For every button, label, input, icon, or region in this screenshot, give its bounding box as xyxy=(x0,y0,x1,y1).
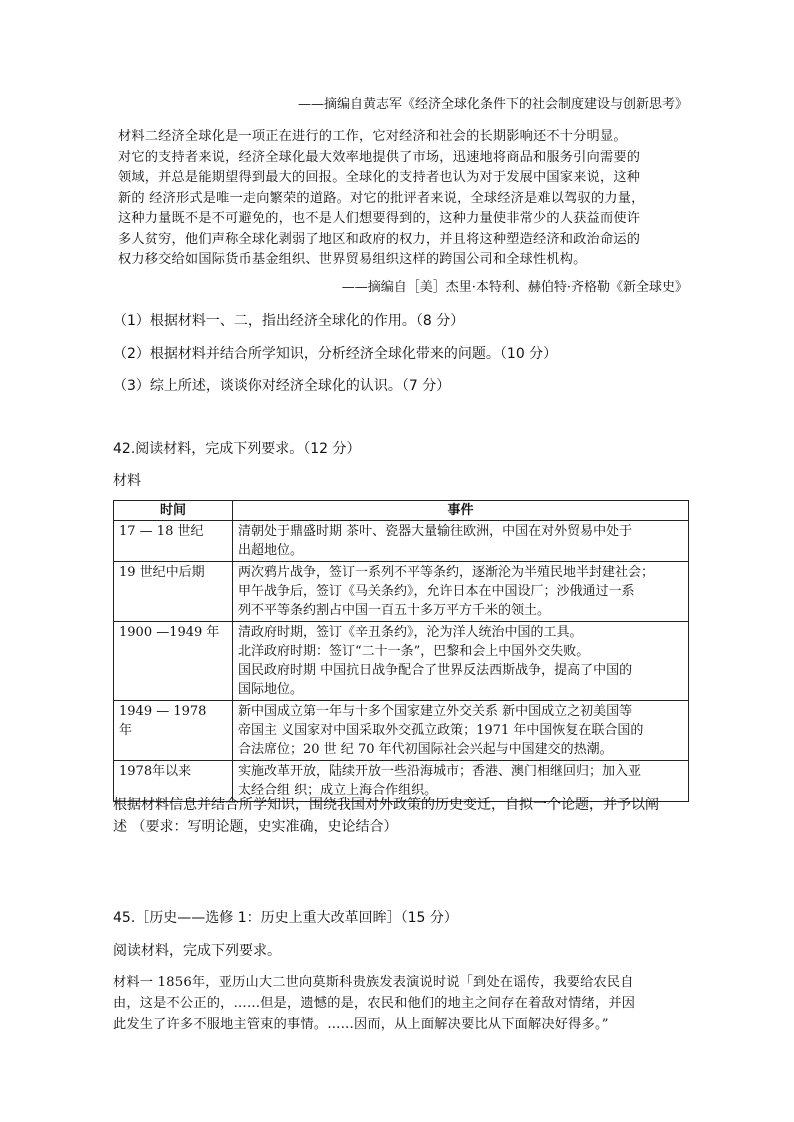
table-header-event: 事件 xyxy=(233,501,689,521)
table-row xyxy=(114,562,689,622)
table-cell-event xyxy=(233,622,689,701)
cell-text: 出超地位。 xyxy=(238,543,304,558)
cell-text: 北洋政府时期：签订“二十一条”，巴黎和会上中国外交失败。 xyxy=(238,644,590,659)
text-line: 材料一 1856年，亚历山大二世向莫斯科贵族发表演说时说「到处在谣传，我要给农民自 xyxy=(113,975,634,990)
text-line: 新的 经济形式是唯一走向繁荣的道路。对它的批评者来说，全球经济是难以驾驭的力量， xyxy=(118,190,645,206)
text-line: 材料二经济全球化是一项正在进行的工作，它对经济和社会的长期影响还不十分明显。 xyxy=(118,129,627,144)
text-line: 多人贫穷，他们声称全球化剥弱了地区和政府的权力，并且将这种塑造经济和政治命运的 xyxy=(118,231,641,247)
table-cell-time xyxy=(114,622,233,701)
cell-text: 太经合组 织；成立上海合作组织。 xyxy=(238,783,438,798)
table-cell-time xyxy=(114,521,233,562)
cell-text: 19 世纪中后期 xyxy=(119,565,205,580)
text-line: 领域，并总是能期望得到最大的回报。全球化的支持者也认为对于发展中国家来说，这种 xyxy=(118,170,641,185)
question-41-2: （2）根据材料并结合所学知识，分析经济全球化带来的问题。（10 分） xyxy=(113,346,558,362)
cell-text: 实施改革开放，陆续开放一些沿海城市；香港、澳门相继回归；加入亚 xyxy=(238,764,642,779)
text-line: 述 （要求：写明论题，史实准确，史论结合） xyxy=(113,819,398,835)
text-line: 这种力量既不是不可避免的，也不是人们想要得到的，这种力量使非常少的人获益而使许 xyxy=(118,211,641,226)
table-row xyxy=(114,622,689,701)
question-42-task xyxy=(113,794,693,838)
text-line: 根据材料信息并结合所学知识，围绕我国对外政策的历史变迁，自拟一个论题，并予以阐 xyxy=(113,797,659,813)
text-line: 由，这是不公正的，……但是，遗憾的是，农民和他们的地主之间存在着敌对情绪，并因 xyxy=(113,996,636,1011)
question-45-title: 45.［历史——选修 1：历史上重大改革回眸］（15 分） xyxy=(113,910,458,926)
cell-text: 17 — 18 世纪 xyxy=(119,524,204,539)
cell-text: 两次鸦片战争，签订一系列不平等条约，逐渐沦为半殖民地半封建社会； xyxy=(238,565,655,580)
cell-text: 清朝处于鼎盛时期 茶叶、瓷器大量输往欧洲，中国在对外贸易中处于 xyxy=(238,524,633,539)
cell-text: 清政府时期，签订《辛丑条约》，沦为洋人统治中国的工具。 xyxy=(238,625,583,640)
citation-material1: ——摘编自黄志军《经济全球化条件下的社会制度建设与创新思考》 xyxy=(297,97,688,112)
material2-paragraph xyxy=(118,127,688,271)
material1-paragraph xyxy=(113,972,693,1035)
table-header-row xyxy=(114,501,689,521)
events-table xyxy=(113,500,689,802)
cell-text: 年 xyxy=(119,723,133,738)
table-row xyxy=(114,701,689,761)
cell-text: 国际地位。 xyxy=(238,682,304,697)
text-line: 权力移交给如国际货币基金组织、世界贸易组织这样的跨国公司和全球性机构。 xyxy=(118,252,587,267)
question-42-material-label: 材料 xyxy=(113,473,141,489)
table-cell-time xyxy=(114,562,233,622)
question-45-instruction: 阅读材料，完成下列要求。 xyxy=(113,943,281,959)
table-cell-time xyxy=(114,701,233,761)
citation-material2: ——摘编自［美］杰里·本特利、赫伯特·齐格勒《新全球史》 xyxy=(341,280,688,295)
table-cell-event xyxy=(233,562,689,622)
table-header-time: 时间 xyxy=(114,501,233,521)
table-row xyxy=(114,521,689,562)
text-line: 此发生了许多不服地主管束的事情。……因而，从上面解决要比从下面解决好得多。” xyxy=(113,1017,609,1032)
question-42-title: 42.阅读材料，完成下列要求。（12 分） xyxy=(113,441,361,457)
table-cell-event xyxy=(233,521,689,562)
cell-text: 列不平等条约割占中国一百五十多万平方千米的领土。 xyxy=(238,603,551,618)
cell-text: 1900 —1949 年 xyxy=(119,625,220,640)
cell-text: 帝国主 义国家对中国采取外交孤立政策；1971 年中国恢复在联合国的 xyxy=(238,723,644,738)
cell-text: 合法席位；20 世 纪 70 年代初国际社会兴起与中国建交的热潮。 xyxy=(238,742,613,757)
cell-text: 国民政府时期 中国抗日战争配合了世界反法西斯战争，提高了中国的 xyxy=(238,663,633,678)
table-cell-event xyxy=(233,701,689,761)
question-41-1: （1）根据材料一、二，指出经济全球化的作用。（8 分） xyxy=(113,313,465,329)
text-line: 对它的支持者来说，经济全球化最大效率地提供了市场，迅速地将商品和服务引向需要的 xyxy=(118,149,641,165)
cell-text: 甲午战争后，签订《马关条约》，允许日本在中国设厂；沙俄通过一系 xyxy=(238,584,635,599)
cell-text: 1949 — 1978 xyxy=(119,704,207,719)
cell-text: 新中国成立第一年与十多个国家建立外交关系 新中国成立之初美国等 xyxy=(238,704,633,719)
question-41-3: （3）综上所述，谈谈你对经济全球化的认识。（7 分） xyxy=(113,378,451,394)
cell-text: 1978年以来 xyxy=(119,764,192,779)
